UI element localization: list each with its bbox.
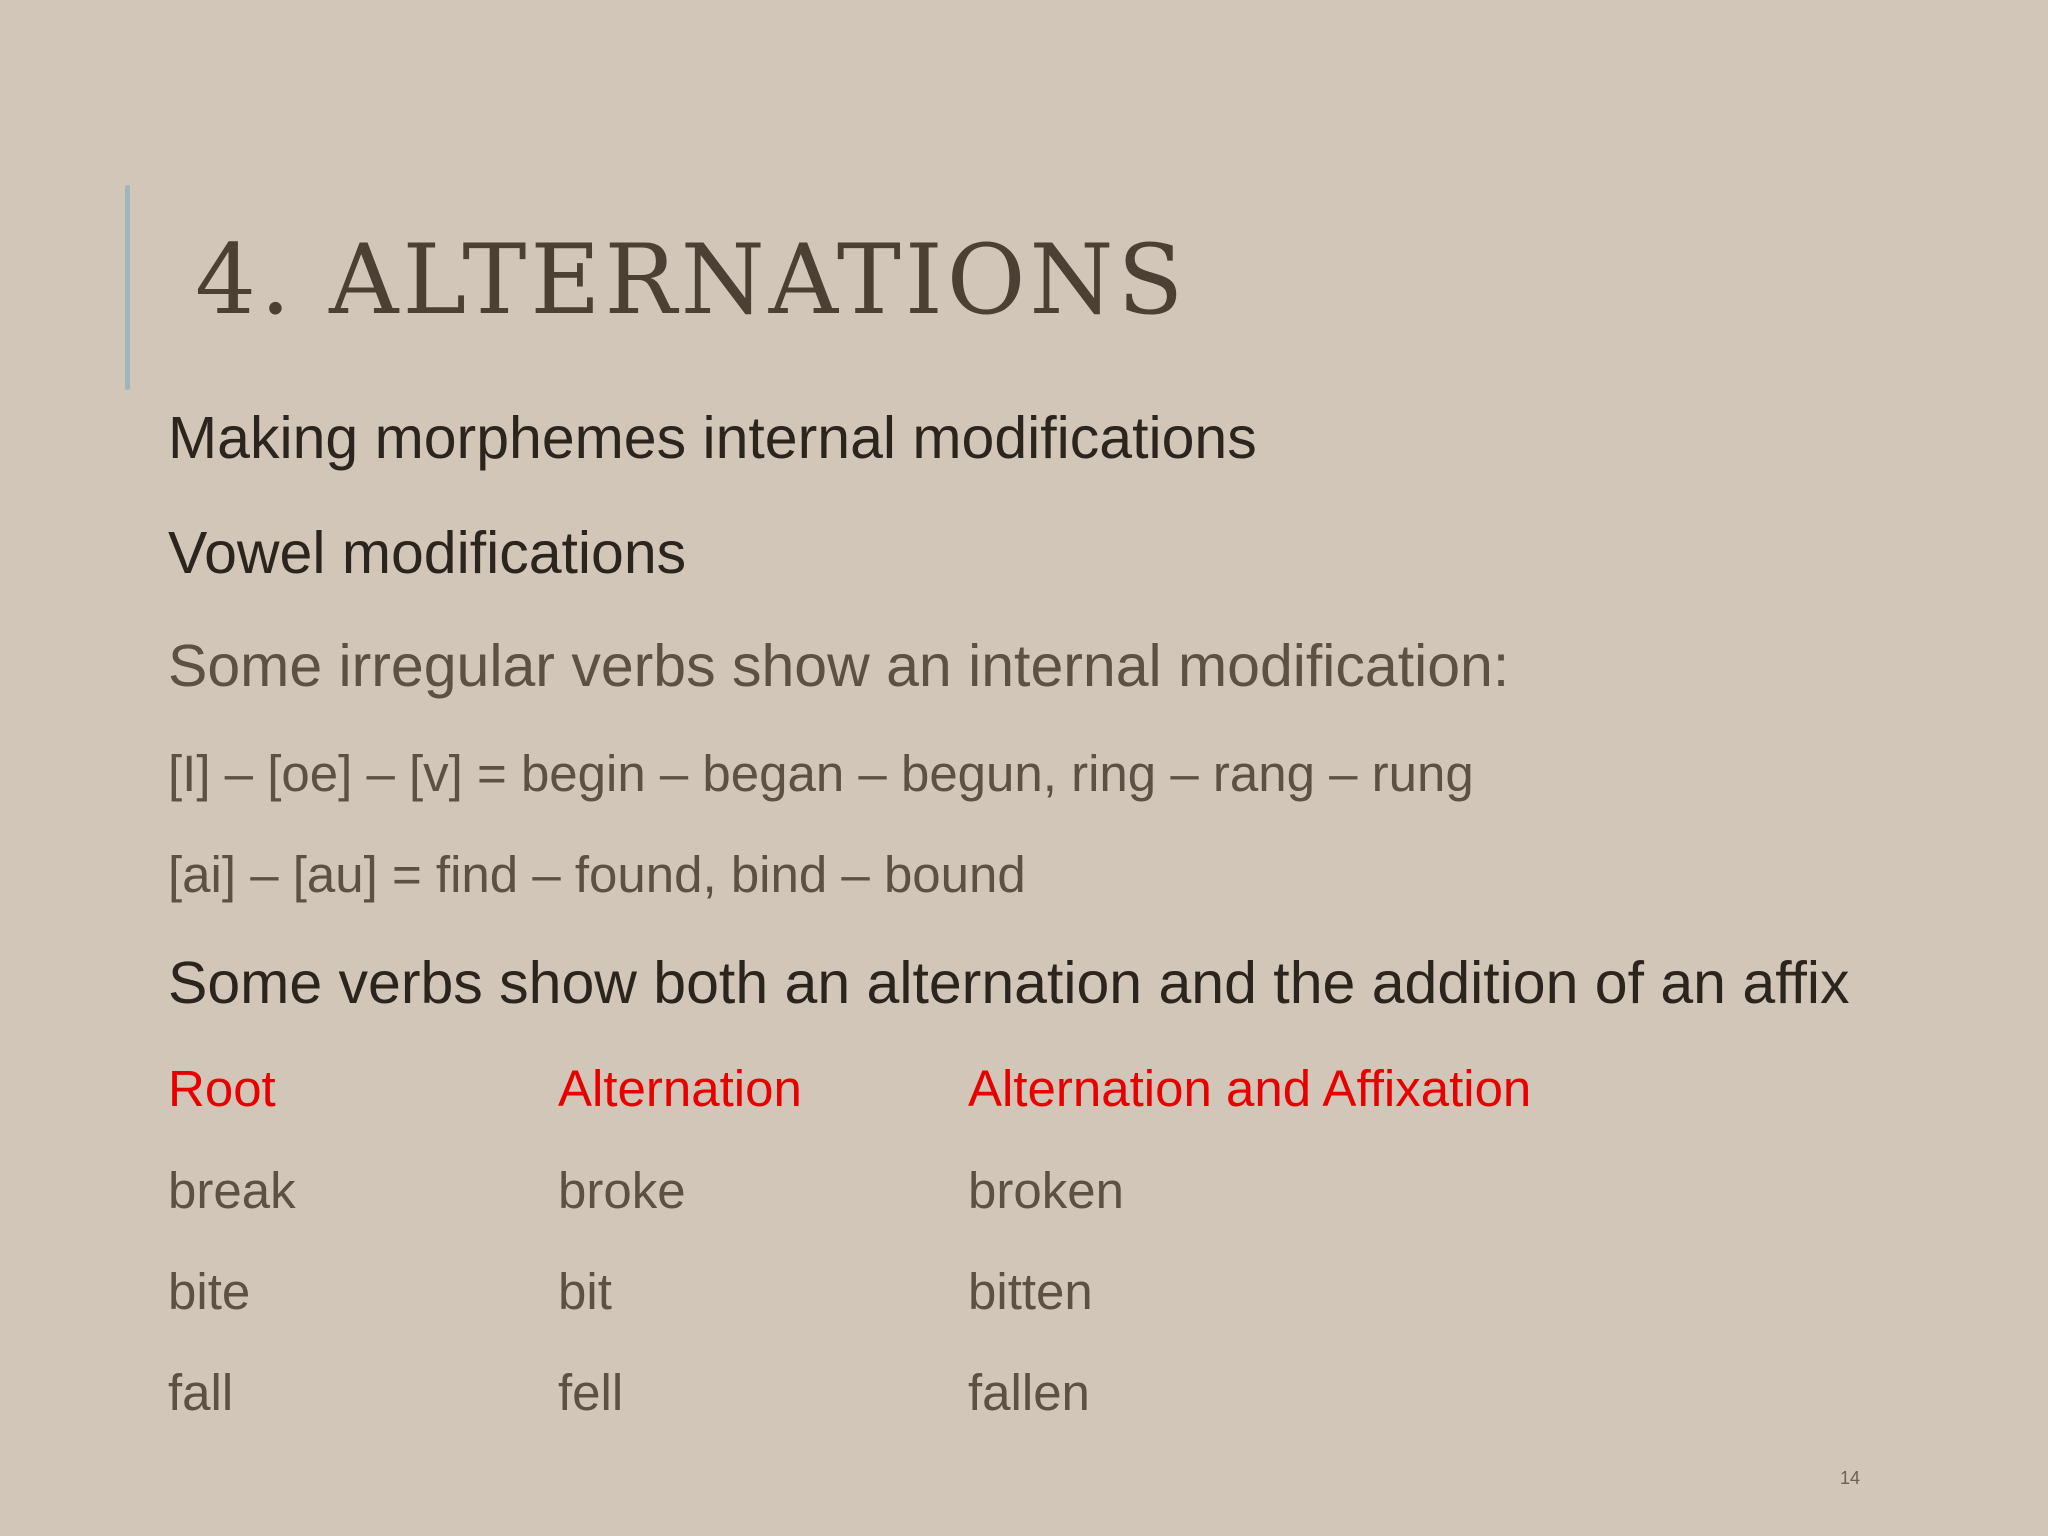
table-cell: bite (168, 1263, 251, 1320)
table-cell: broke (558, 1162, 686, 1219)
table-cell: bitten (968, 1263, 1093, 1320)
table-cell: fallen (968, 1364, 1090, 1421)
table-header-alternation: Alternation (558, 1060, 802, 1117)
title-accent-bar (125, 185, 130, 390)
bullet-line-6: Some verbs show both an alternation and the addition of an affix (168, 950, 1850, 1016)
bullet-line-2: Vowel modifications (168, 520, 687, 586)
bullet-line-4: [I] – [oe] – [v] = begin – began – begun, ring – rang – rung (168, 745, 1474, 802)
table-cell: break (168, 1162, 296, 1219)
bullet-line-1: Making morphemes internal modifications (168, 405, 1257, 471)
table-cell: broken (968, 1162, 1124, 1219)
table-cell: fell (558, 1364, 624, 1421)
bullet-line-3: Some irregular verbs show an internal modification: (168, 633, 1510, 699)
table-header-alternation-affixation: Alternation and Affixation (968, 1060, 1532, 1117)
page-number: 14 (1840, 1468, 1861, 1488)
table-cell: fall (168, 1364, 234, 1421)
bullet-line-5: [ai] – [au] = find – found, bind – bound (168, 846, 1026, 903)
table-cell: bit (558, 1263, 612, 1320)
table-header-root: Root (168, 1060, 276, 1117)
slide-title: 4. ALTERNATIONS (195, 224, 1188, 336)
